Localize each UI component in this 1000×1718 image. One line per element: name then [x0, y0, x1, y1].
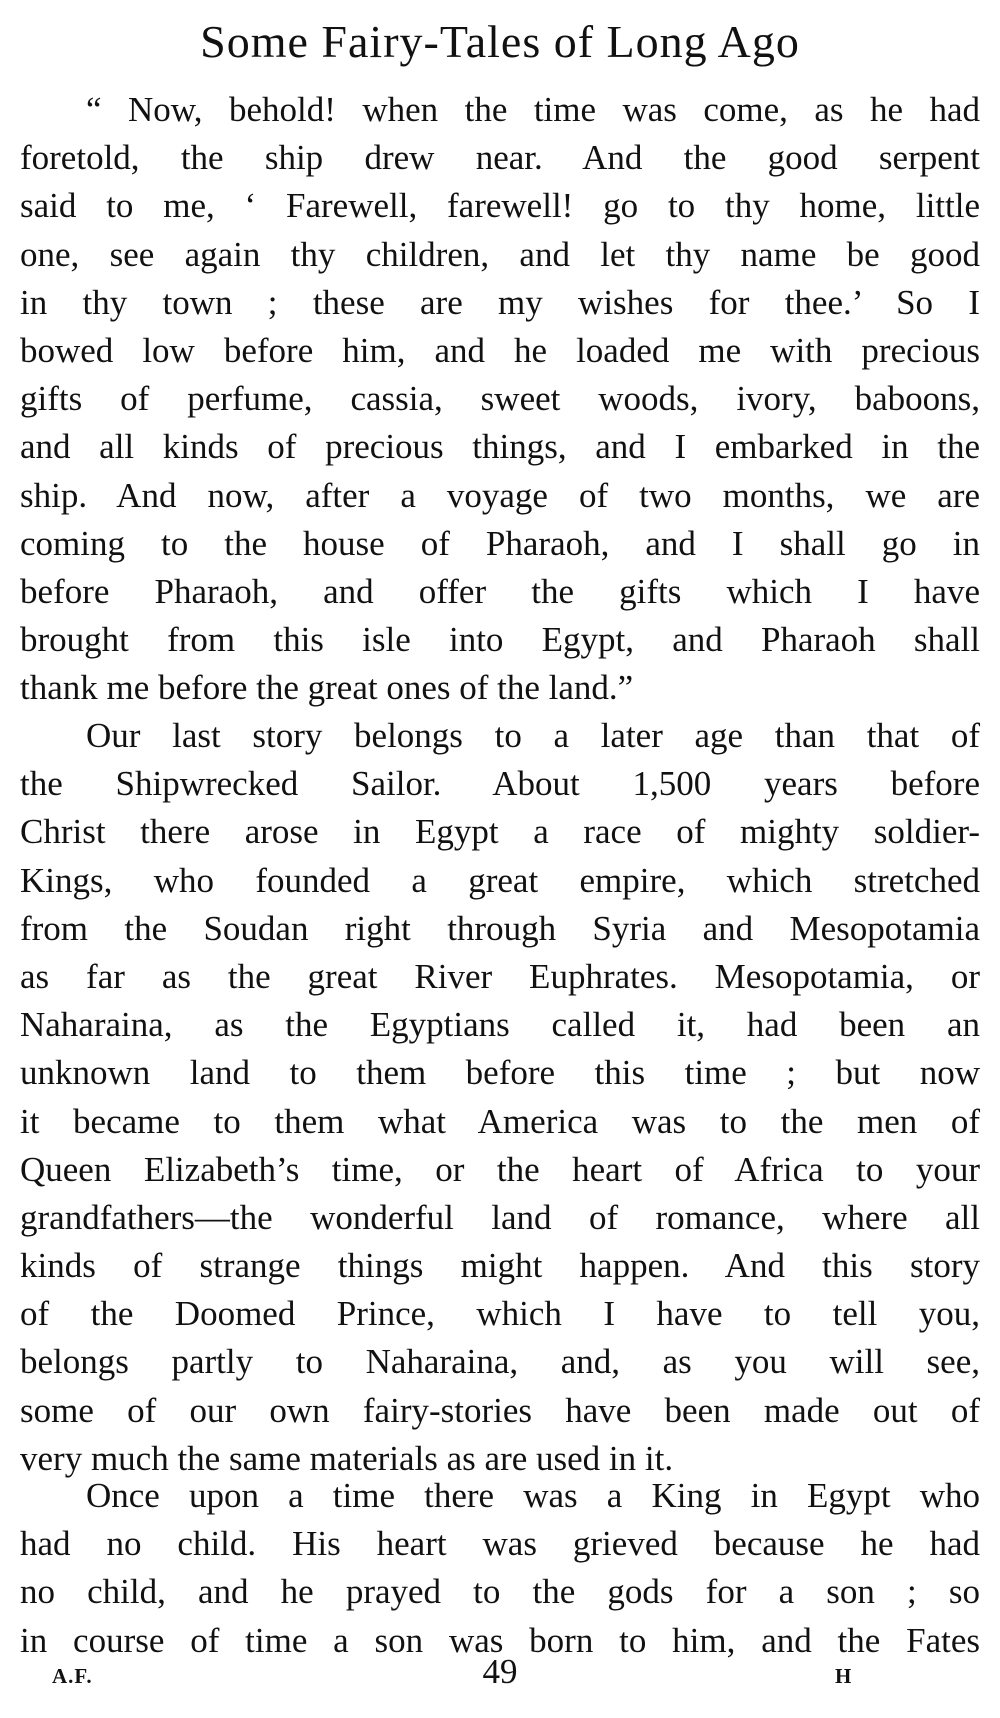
text-line: and all kinds of precious things, and I embarked in the [20, 427, 980, 467]
text-line: brought from this isle into Egypt, and Pharaoh shall [20, 620, 980, 660]
text-line: the Shipwrecked Sailor. About 1,500 years before [20, 764, 980, 804]
paragraph-once-upon-a-time [20, 1472, 980, 1665]
text-line: Christ there arose in Egypt a race of mighty soldier- [20, 812, 980, 852]
paragraph-serpent-farewell [20, 86, 980, 712]
text-line: Queen Elizabeth’s time, or the heart of Africa to your [20, 1149, 980, 1189]
page-footer [20, 1652, 980, 1702]
text-line: ship. And now, after a voyage of two months, we are [20, 475, 980, 515]
text-line: very much the same materials as are used in it. [20, 1438, 674, 1478]
text-line: grandfathers—the wonderful land of romance, where all [20, 1197, 980, 1237]
text-line: it became to them what America was to the men of [20, 1101, 980, 1141]
book-page [20, 0, 980, 1718]
text-line: said to me, ‘ Farewell, farewell! go to thy home, little [20, 186, 980, 226]
text-line: foretold, the ship drew near. And the good serpent [20, 138, 980, 178]
text-line: one, see again thy children, and let thy name be good [20, 234, 980, 274]
signature-mark-left: A.F. [52, 1664, 93, 1688]
paragraph-last-story [20, 712, 980, 1483]
text-line: bowed low before him, and he loaded me with precious [20, 330, 980, 370]
text-line: of the Doomed Prince, which I have to tell you, [20, 1294, 980, 1334]
text-line: gifts of perfume, cassia, sweet woods, ivory, baboons, [20, 379, 980, 419]
running-head: Some Fairy-Tales of Long Ago [200, 16, 800, 67]
page-number: 49 [482, 1652, 518, 1691]
text-line: no child, and he prayed to the gods for a son ; so [20, 1572, 980, 1612]
text-line: coming to the house of Pharaoh, and I shall go in [20, 523, 980, 563]
text-line: as far as the great River Euphrates. Mesopotamia, or [20, 956, 980, 996]
text-line: Naharaina, as the Egyptians called it, had been an [20, 1005, 980, 1045]
text-line: belongs partly to Naharaina, and, as you will see, [20, 1342, 980, 1382]
text-line: Our last story belongs to a later age than that of [86, 716, 980, 755]
text-line: had no child. His heart was grieved because he had [20, 1524, 980, 1564]
text-line: “ Now, behold! when the time was come, as he had [86, 90, 980, 129]
text-line: Kings, who founded a great empire, which stretched [20, 860, 980, 900]
text-line: before Pharaoh, and offer the gifts which I have [20, 571, 980, 611]
text-line: in thy town ; these are my wishes for thee.’ So I [20, 282, 980, 322]
text-line: in course of time a son was born to him, and the Fates [20, 1620, 980, 1660]
text-line: unknown land to them before this time ; but now [20, 1053, 980, 1093]
text-line: from the Soudan right through Syria and Mesopotamia [20, 908, 980, 948]
text-line: Once upon a time there was a King in Egypt who [86, 1476, 980, 1515]
text-line: thank me before the great ones of the land.” [20, 668, 634, 708]
text-line: kinds of strange things might happen. And this story [20, 1246, 980, 1286]
signature-mark-right: H [835, 1664, 852, 1688]
text-line: some of our own fairy-stories have been made out of [20, 1390, 980, 1430]
